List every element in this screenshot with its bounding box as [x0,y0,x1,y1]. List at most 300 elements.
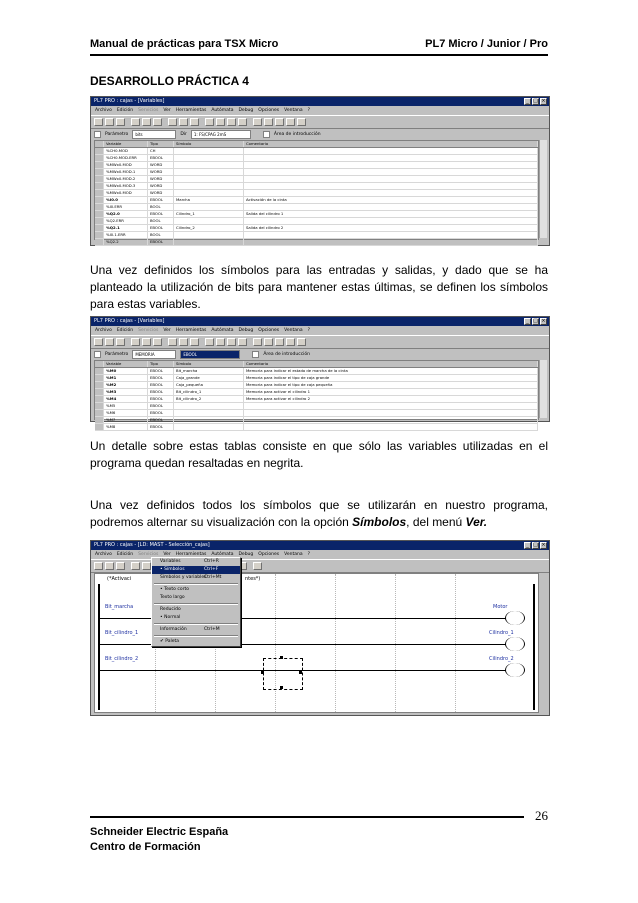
toolbar-button-icon[interactable] [275,118,284,126]
menu-item[interactable]: Edición [116,552,134,557]
coil-motor[interactable] [505,611,525,625]
maximize-icon[interactable]: □ [533,542,538,548]
toolbar-button-icon[interactable] [297,118,306,126]
menu-item[interactable]: Ver [163,328,171,333]
toolbar-button-icon[interactable] [116,562,125,570]
paragraph-1: Una vez definidos los símbolos para las entradas y salidas, y dado que se ha planteado la utilización de bits para mantener estas últimas, se definen los símbolos para estas variables. [90,263,548,311]
rung-3 [100,670,520,671]
toolbar-button-icon[interactable] [94,562,103,570]
coil-cilindro-1[interactable] [505,637,525,651]
table-cell[interactable] [244,204,538,210]
menu-item-label: ✔ Paleta [160,639,180,644]
contact-label-bit-cilindro-2: Bit_cilindro_2 [105,656,139,662]
table-row[interactable] [95,396,538,403]
table-cell[interactable]: Caja_pequeña [174,382,244,388]
table-row[interactable] [95,190,538,197]
menu-item[interactable]: Edición [116,108,134,113]
menu-item[interactable]: Ventana [284,552,303,557]
coil-cilindro-2[interactable] [505,663,525,677]
menu-item[interactable]: Servicios [138,108,159,113]
toolbar-button-icon[interactable] [153,338,162,346]
menu-item-label: Texto largo [160,595,185,600]
table-cell[interactable]: Memoria para indicar el tipo de caja pequeña [244,382,538,388]
coil-label-cilindro-2: Cilindro_2 [489,656,514,662]
toolbar-button-icon[interactable] [286,118,295,126]
table-cell[interactable]: Marcha [174,197,244,203]
table-cell[interactable] [244,190,538,196]
table-cell[interactable]: WORD [148,162,174,168]
table-row[interactable] [95,176,538,183]
table-header [95,141,538,148]
table-cell[interactable]: EBOOL [148,382,174,388]
toolbar-button-icon[interactable] [105,338,114,346]
row-header-cell [95,375,104,381]
menu-item[interactable]: ? [307,328,310,333]
table-cell[interactable] [244,417,538,423]
close-icon[interactable]: × [541,318,546,324]
table-row[interactable] [95,218,538,225]
menu-item-label: • Símbolos [160,567,185,572]
toolbar-button-icon[interactable] [168,118,177,126]
row-header-cell [95,232,104,238]
selection-handle[interactable] [280,686,283,689]
menu-item[interactable]: Archivo [95,552,112,557]
table-row[interactable] [95,424,538,431]
table-row[interactable] [95,368,538,375]
table-cell[interactable] [244,424,538,430]
row-header-cell [95,225,104,231]
ver-menu-item[interactable] [152,558,240,566]
table-cell[interactable]: EBOOL [148,403,174,409]
toolbar-button-icon[interactable] [94,338,103,346]
row-header-cell [95,424,104,430]
table-cell[interactable]: %Q2.1 [104,225,148,231]
menu-item-shortcut: Ctrl+M [204,627,220,632]
table-cell[interactable]: Memoria para indicar el estado de marcha de la cinta [244,368,538,374]
table-cell[interactable] [244,183,538,189]
selection-handle[interactable] [299,671,302,674]
row-header-cell [95,183,104,189]
table-cell[interactable] [174,232,244,238]
column-header[interactable]: Tipo [148,361,174,367]
toolbar-button-icon[interactable] [168,338,177,346]
toolbar-button-icon[interactable] [205,338,214,346]
table-row[interactable] [95,204,538,211]
section-heading: DESARROLLO PRÁCTICA 4 [90,74,249,88]
table-cell[interactable]: Cilindro_1 [174,211,244,217]
symbols-option-emphasis: Símbolos [352,515,407,529]
table-cell[interactable]: Bit_cilindro_1 [174,389,244,395]
table-row[interactable] [95,382,538,389]
table-cell[interactable]: %M2 [104,382,148,388]
header-left: Manual de prácticas para TSX Micro [90,38,279,50]
table-row[interactable] [95,417,538,424]
minimize-icon[interactable]: _ [524,98,531,105]
table-cell[interactable] [174,162,244,168]
table-cell[interactable] [244,176,538,182]
table-cell[interactable]: Salida del cilindro 1 [244,211,538,217]
column-header[interactable]: Comentario [244,141,538,147]
table-row[interactable] [95,197,538,204]
table-cell[interactable]: WORD [148,190,174,196]
table-row[interactable] [95,225,538,232]
table-cell[interactable]: %M0 [104,368,148,374]
table-cell[interactable]: Activación de la cinta [244,197,538,203]
table-cell[interactable] [174,410,244,416]
menu-item-label: Información [160,627,187,632]
toolbar-button-icon[interactable] [216,338,225,346]
toolbar-button-icon[interactable] [142,338,151,346]
table-cell[interactable]: %M6 [104,410,148,416]
table-row[interactable] [95,389,538,396]
column-header[interactable]: Comentario [244,361,538,367]
menu-item[interactable]: ? [307,108,310,113]
table-row[interactable] [95,375,538,382]
table-cell[interactable] [244,232,538,238]
header-right: PL7 Micro / Junior / Pro [425,38,548,50]
toolbar-button-icon[interactable] [227,338,236,346]
paragraph-2: Un detalle sobre estas tablas consiste en que sólo las variables utilizadas en el programa quedan resaltadas en negrita. [90,439,548,470]
ver-menu-item[interactable] [152,638,240,646]
memory-combo[interactable]: MEMORIA [132,350,176,359]
table-cell[interactable]: %MWx0.MOD.1 [104,169,148,175]
table-cell[interactable]: %CH0.MOD [104,148,148,154]
toolbar-button-icon[interactable] [205,118,214,126]
toolbar [91,335,549,349]
toolbar-button-icon[interactable] [216,118,225,126]
table-cell[interactable]: %M4 [104,396,148,402]
table-row[interactable] [95,183,538,190]
table-cell[interactable] [174,239,244,245]
coil-label-motor: Motor [493,604,508,610]
menu-item[interactable]: Ventana [284,328,303,333]
toolbar-button-icon[interactable] [105,118,114,126]
table-cell[interactable] [174,169,244,175]
menu-item[interactable]: Ventana [284,108,303,113]
column-header[interactable]: Símbolo [174,141,244,147]
menu-bar [91,326,549,335]
ladder-editor-screenshot [90,540,550,716]
variables-window-screenshot-1 [90,96,550,246]
toolbar-button-icon[interactable] [179,338,188,346]
page-number: 26 [535,808,548,823]
contact-label-bit-cilindro-1: Bit_cilindro_1 [105,630,139,636]
table-cell[interactable] [244,218,538,224]
ver-menu-item[interactable] [152,566,240,574]
table-row[interactable] [95,239,538,246]
row-header-cell [95,389,104,395]
table-cell[interactable]: %MWx0.MOD.3 [104,183,148,189]
toolbar-button-icon[interactable] [286,338,295,346]
menu-item[interactable]: Debug [238,108,254,113]
table-cell[interactable]: EBOOL [148,155,174,161]
rung-comment-right: ntes*) [245,576,261,582]
menu-item-label: Variables [160,559,181,564]
table-cell[interactable]: EBOOL [148,211,174,217]
table-row[interactable] [95,211,538,218]
footer-rule [90,816,524,818]
filter-checkbox[interactable] [94,351,101,358]
table-cell[interactable]: %M3 [104,389,148,395]
ver-menu-emphasis: Ver. [465,515,488,529]
table-cell[interactable]: %MWx0.MOD.2 [104,176,148,182]
table-cell[interactable]: %MWx0.MOD [104,162,148,168]
column-header[interactable]: Variable [104,361,148,367]
menu-item-shortcut: Ctrl+R [204,559,219,564]
table-cell[interactable]: %Q2.2 [104,239,148,245]
selection-handle[interactable] [261,671,264,674]
area-label: Área de introducción [273,132,321,137]
table-header [95,361,538,368]
menu-item[interactable]: Servicios [138,552,159,557]
dir-label: Dir [180,132,187,137]
left-power-rail [98,584,100,710]
row-header-cell [95,396,104,402]
selection-handle[interactable] [280,656,283,659]
toolbar-button-icon[interactable] [253,562,262,570]
table-cell[interactable] [174,183,244,189]
area-checkbox[interactable] [252,351,259,358]
toolbar-button-icon[interactable] [105,562,114,570]
contact-label-bit-marcha: Bit_marcha [105,604,134,610]
window-title: PL7 PRO : cajas - [LD: MAST - Selección_cajas] [94,542,210,548]
toolbar-button-icon[interactable] [253,118,262,126]
table-row[interactable] [95,403,538,410]
table-cell[interactable]: WORD [148,183,174,189]
table-cell[interactable]: %CH0.MOD.ERR [104,155,148,161]
toolbar-button-icon[interactable] [190,118,199,126]
toolbar-button-icon[interactable] [131,338,140,346]
table-cell[interactable]: CH [148,148,174,154]
window-titlebar [91,97,549,106]
table-cell[interactable]: EBOOL [148,375,174,381]
table-cell[interactable]: EBOOL [148,424,174,430]
footer-company: Schneider Electric España [90,826,229,838]
toolbar-button-icon[interactable] [142,118,151,126]
table-cell[interactable] [174,424,244,430]
toolbar-button-icon[interactable] [131,118,140,126]
maximize-icon[interactable]: □ [533,318,538,324]
table-cell[interactable] [174,155,244,161]
menu-item-label: Reducido [160,607,181,612]
filter-checkbox[interactable] [94,131,101,138]
toolbar-button-icon[interactable] [116,118,125,126]
table-cell[interactable]: BOOL [148,204,174,210]
table-cell[interactable] [244,403,538,409]
table-cell[interactable] [244,155,538,161]
window-title: PL7 PRO : cajas - [Variables] [94,318,165,324]
toolbar-button-icon[interactable] [131,562,140,570]
table-cell[interactable]: %M7 [104,417,148,423]
row-header-cell [95,141,104,147]
toolbar-button-icon[interactable] [238,338,247,346]
row-header-cell [95,197,104,203]
menu-item[interactable]: Herramientas [175,552,207,557]
ver-menu-item[interactable] [152,614,240,622]
close-icon[interactable]: × [541,98,546,104]
menu-item-shortcut: Ctrl+Mt [204,575,222,580]
table-cell[interactable]: %M8 [104,424,148,430]
menu-item[interactable]: Opciones [258,328,280,333]
table-cell[interactable]: %Q2.ERR [104,218,148,224]
row-header-cell [95,155,104,161]
table-cell[interactable]: EBOOL [148,389,174,395]
row-header-cell [95,361,104,367]
ver-menu-item[interactable] [152,594,240,602]
type-combo[interactable]: EBOOL [180,350,240,359]
row-header-cell [95,382,104,388]
toolbar-button-icon[interactable] [264,118,273,126]
table-cell[interactable]: WORD [148,169,174,175]
menu-item[interactable]: Ver [163,552,171,557]
menu-item[interactable]: Herramientas [175,328,207,333]
table-cell[interactable] [244,162,538,168]
row-header-cell [95,403,104,409]
table-row[interactable] [95,169,538,176]
menu-item[interactable]: Debug [238,328,254,333]
row-header-cell [95,211,104,217]
toolbar-button-icon[interactable] [227,118,236,126]
menu-separator [154,603,238,605]
table-cell[interactable] [174,403,244,409]
ver-menu-item[interactable] [152,586,240,594]
table-cell[interactable] [174,190,244,196]
menu-item[interactable]: Edición [116,328,134,333]
area-label: Área de introducción [263,352,311,357]
table-cell[interactable]: %MWx0.MOD [104,190,148,196]
table-cell[interactable] [174,176,244,182]
table-cell[interactable]: Memoria para activar el cilindro 2 [244,396,538,402]
table-cell[interactable]: %Q2.0 [104,211,148,217]
toolbar-button-icon[interactable] [297,338,306,346]
table-cell[interactable] [244,239,538,245]
menu-item[interactable]: Autómata [211,328,234,333]
table-cell[interactable]: Memoria para indicar el tipo de caja grande [244,375,538,381]
minimize-icon[interactable]: _ [524,542,531,549]
toolbar-button-icon[interactable] [94,118,103,126]
table-cell[interactable] [244,410,538,416]
toolbar-button-icon[interactable] [264,338,273,346]
window-title: PL7 PRO : cajas - [Variables] [94,98,165,104]
column-header[interactable]: Símbolo [174,361,244,367]
menu-item[interactable]: Ver [163,108,171,113]
table-cell[interactable]: %I0.1.ERR [104,232,148,238]
table-cell[interactable]: EBOOL [148,225,174,231]
table-cell[interactable]: EBOOL [148,396,174,402]
table-cell[interactable] [244,169,538,175]
table-cell[interactable]: %I0.0 [104,197,148,203]
table-row[interactable] [95,155,538,162]
table-cell[interactable]: EBOOL [148,417,174,423]
row-header-cell [95,368,104,374]
row-header-cell [95,204,104,210]
vertical-scrollbar[interactable] [539,360,547,418]
row-header-cell [95,176,104,182]
table-cell[interactable]: BOOL [148,218,174,224]
table-cell[interactable]: %I0.ERR [104,204,148,210]
table-cell[interactable]: EBOOL [148,368,174,374]
column-header[interactable]: Variable [104,141,148,147]
table-cell[interactable] [174,417,244,423]
table-cell[interactable]: EBOOL [148,197,174,203]
menu-item[interactable]: Debug [238,552,254,557]
variables-table [94,360,539,429]
table-cell[interactable]: Salida del cilindro 2 [244,225,538,231]
menu-item-label: • Texto corto [160,587,189,592]
table-cell[interactable]: Caja_grande [174,375,244,381]
table-cell[interactable]: Bit_marcha [174,368,244,374]
toolbar-button-icon[interactable] [142,562,151,570]
paragraph-3-middle: , del menú [406,515,466,529]
dir-combo[interactable]: 1: FS/CPAG 2mS [191,130,251,139]
coil-label-cilindro-1: Cilindro_1 [489,630,514,636]
menu-item[interactable]: Herramientas [175,108,207,113]
table-row[interactable] [95,162,538,169]
table-cell[interactable] [174,148,244,154]
menu-item[interactable]: Archivo [95,328,112,333]
toolbar-button-icon[interactable] [153,118,162,126]
table-cell[interactable]: Memoria para activar el cilindro 1 [244,389,538,395]
toolbar-button-icon[interactable] [253,338,262,346]
paragraph-3 [90,497,548,531]
selection-box[interactable] [263,658,303,690]
toolbar-button-icon[interactable] [116,338,125,346]
menu-item[interactable]: Servicios [138,328,159,333]
table-cell[interactable]: BOOL [148,232,174,238]
table-cell[interactable]: %M1 [104,375,148,381]
area-checkbox[interactable] [263,131,270,138]
filter-label: Parámetro [105,352,129,357]
close-icon[interactable]: × [541,542,546,548]
filter-bar [91,129,549,140]
menu-item[interactable]: Archivo [95,108,112,113]
ver-menu-item[interactable] [152,574,240,582]
menu-separator [154,635,238,637]
vertical-scrollbar[interactable] [539,140,547,238]
table-cell[interactable] [174,218,244,224]
table-cell[interactable]: EBOOL [148,410,174,416]
footer-department: Centro de Formación [90,841,201,853]
type-combo[interactable]: bits [132,130,176,139]
table-cell[interactable]: %M5 [104,403,148,409]
toolbar-button-icon[interactable] [190,338,199,346]
table-cell[interactable] [244,148,538,154]
maximize-icon[interactable]: □ [533,98,538,104]
table-row[interactable] [95,148,538,155]
table-cell[interactable]: EBOOL [148,239,174,245]
toolbar-button-icon[interactable] [275,338,284,346]
menu-item[interactable]: Autómata [211,108,234,113]
table-cell[interactable]: Bit_cilindro_2 [174,396,244,402]
table-cell[interactable]: WORD [148,176,174,182]
ver-menu-item[interactable] [152,626,240,634]
toolbar-button-icon[interactable] [238,118,247,126]
row-header-cell [95,417,104,423]
table-cell[interactable] [174,204,244,210]
menu-item[interactable]: Autómata [211,552,234,557]
column-header[interactable]: Tipo [148,141,174,147]
table-row[interactable] [95,410,538,417]
header-rule [90,54,548,56]
menu-item[interactable]: ? [307,552,310,557]
table-cell[interactable]: Cilindro_2 [174,225,244,231]
ver-menu-item[interactable] [152,606,240,614]
minimize-icon[interactable]: _ [524,318,531,325]
menu-item[interactable]: Opciones [258,552,280,557]
table-row[interactable] [95,232,538,239]
menu-item[interactable]: Opciones [258,108,280,113]
toolbar-button-icon[interactable] [179,118,188,126]
